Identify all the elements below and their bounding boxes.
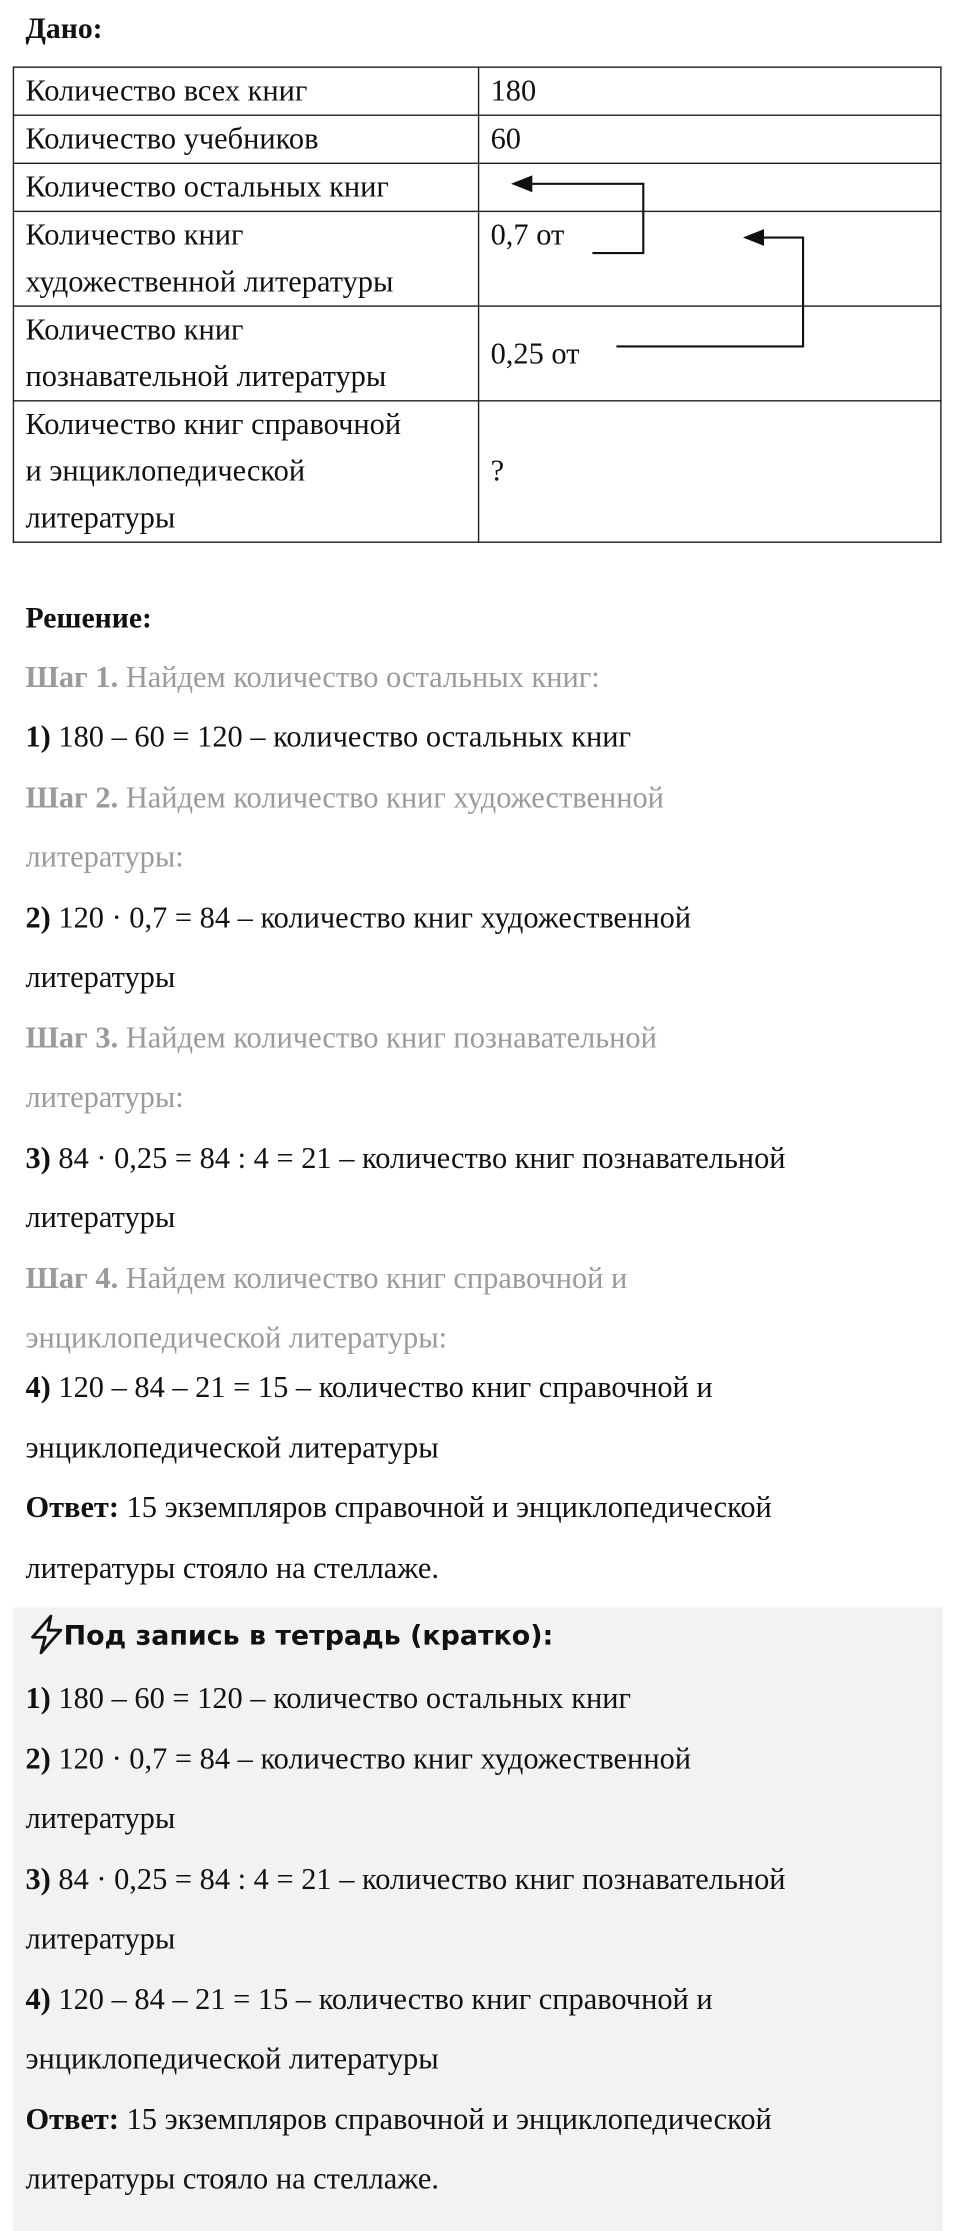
step-4: Шаг 4. Найдем количество книг справочной и <box>25 1261 628 1296</box>
calc-line-2: 2) 120 · 0,7 = 84 – количество книг художественной <box>25 900 692 935</box>
row-value: 0,7 от <box>479 211 941 306</box>
calc-line-3-cont: литературы <box>25 1200 176 1235</box>
row-value: 0,25 от <box>479 306 941 401</box>
calc-line-3: 3) 84 · 0,25 = 84 : 4 = 21 – количество книг познавательной <box>25 1140 786 1175</box>
row-label: Количество учебников <box>13 115 478 163</box>
nb-calc-line-4-cont: энциклопедической литературы <box>25 2041 439 2076</box>
given-heading: Дано: <box>25 11 103 46</box>
step-3: Шаг 3. Найдем количество книг познавательной <box>25 1020 657 1055</box>
notebook-title: Под запись в тетрадь (кратко): <box>63 1620 554 1652</box>
nb-answer: Ответ: 15 экземпляров справочной и энциклопедической <box>25 2102 772 2137</box>
solution-heading: Решение: <box>25 600 152 635</box>
nb-calc-line-4: 4) 120 – 84 – 21 = 15 – количество книг справочной и <box>25 1982 713 2017</box>
table-row <box>13 211 940 306</box>
nb-calc-line-2-cont: литературы <box>25 1801 176 1836</box>
calc-line-1: 1) 180 – 60 = 120 – количество остальных книг <box>25 719 631 754</box>
step-1: Шаг 1. Найдем количество остальных книг: <box>25 660 600 695</box>
step-2-cont: литературы: <box>25 839 184 874</box>
calc-line-2-cont: литературы <box>25 959 176 994</box>
nb-calc-line-3-cont: литературы <box>25 1921 176 1956</box>
nb-calc-line-1: 1) 180 – 60 = 120 – количество остальных книг <box>25 1681 631 1715</box>
nb-calc-line-2: 2) 120 · 0,7 = 84 – количество книг художественной <box>25 1741 692 1776</box>
nb-calc-line-3: 3) 84 · 0,25 = 84 : 4 = 21 – количество книг познавательной <box>25 1862 786 1896</box>
lightning-icon <box>25 1613 67 1655</box>
table-row <box>13 163 940 211</box>
row-value: 60 <box>479 115 941 163</box>
table-row <box>13 401 940 542</box>
table-row <box>13 67 940 115</box>
row-label: Количество книг справочной и энциклопедической литературы <box>13 401 478 542</box>
step-4-cont: энциклопедической литературы: <box>25 1320 448 1355</box>
row-value <box>479 163 941 211</box>
table-row <box>13 306 940 401</box>
answer: Ответ: 15 экземпляров справочной и энциклопедической <box>25 1490 772 1525</box>
step-3-cont: литературы: <box>25 1080 184 1115</box>
row-label: Количество книг познавательной литературы <box>13 306 478 401</box>
answer-cont: литературы стояло на стеллаже. <box>25 1550 439 1585</box>
step-2: Шаг 2. Найдем количество книг художественной <box>25 780 664 815</box>
row-label: Количество остальных книг <box>13 163 478 211</box>
calc-line-4: 4) 120 – 84 – 21 = 15 – количество книг справочной и <box>25 1370 713 1404</box>
row-label: Количество всех книг <box>13 67 478 115</box>
row-label: Количество книг художественной литературы <box>13 211 478 306</box>
row-value: 180 <box>479 67 941 115</box>
given-table <box>13 66 942 542</box>
nb-answer-cont: литературы стояло на стеллаже. <box>25 2161 439 2196</box>
row-value: ? <box>479 401 941 542</box>
calc-line-4-cont: энциклопедической литературы <box>25 1430 439 1465</box>
table-row <box>13 115 940 163</box>
